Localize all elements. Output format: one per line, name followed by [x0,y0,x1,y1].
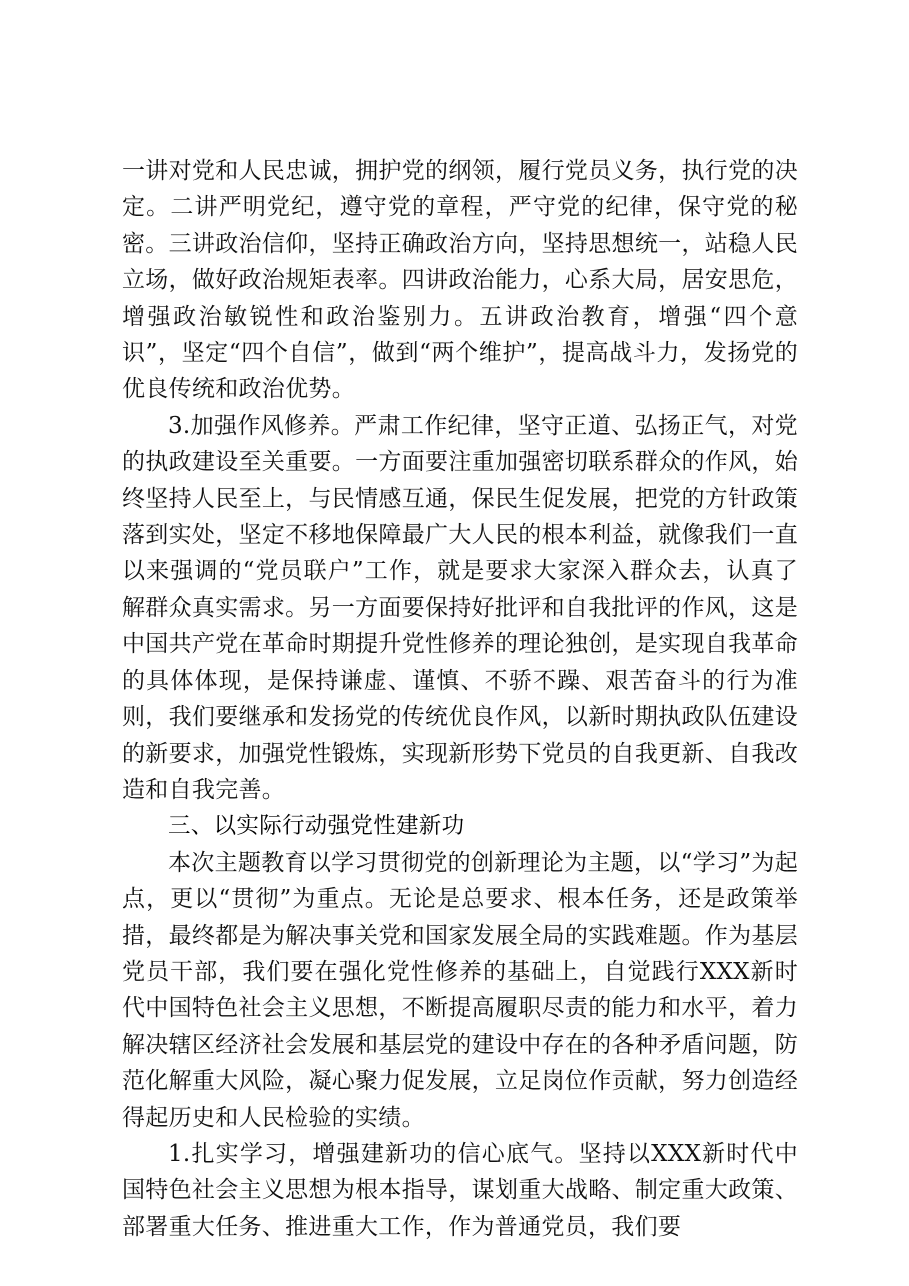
paragraph-loyalty-discipline: 一讲对党和人民忠诚，拥护党的纲领，履行党员义务，执行党的决定。二讲严明党纪，遵守党的章程，严守党的纪律，保守党的秘密。三讲政治信仰，坚持正确政治方向，坚持思想统一，站稳人民立场，做好政治规矩表率。四讲政治能力，心系大局，居安思危，增强政治敏锐性和政治鉴别力。五讲政治教育，增强“四个意识”，坚定“四个自信”，做到“两个维护”，提高战斗力，发扬党的优良传统和政治优势。 [122,158,798,403]
paragraph-solid-study: 1.扎实学习，增强建新功的信心底气。坚持以XXX新时代中国特色社会主义思想为根本指导，谋划重大战略、制定重大政策、部署重大任务、推进重大工作，作为普通党员，我们要 [122,1140,798,1240]
paragraph-theme-education: 本次主题教育以学习贯彻党的创新理论为主题，以“学习”为起点，更以“贯彻”为重点。无论是总要求、根本任务，还是政策举措，最终都是为解决事关党和国家发展全局的实践难题。作为基层党员干部，我们要在强化党性修养的基础上，自觉践行XXX新时代中国特色社会主义思想，不断提高履职尽责的能力和水平，着力解决辖区经济社会发展和基层党的建设中存在的各种矛盾问题，防范化解重大风险，凝心聚力促发展，立足岗位作贡献，努力创造经得起历史和人民检验的实绩。 [122,849,798,1131]
document-body [122,153,798,1245]
section-heading-three: 三、以实际行动强党性建新功 [168,813,465,840]
paragraph-work-style: 3.加强作风修养。严肃工作纪律，坚守正道、弘扬正气，对党的执政建设至关重要。一方面要注重加强密切联系群众的作风，始终坚持人民至上，与民情感互通，保民生促发展，把党的方针政策落到实处，坚定不移地保障最广大人民的根本利益，就像我们一直以来强调的“党员联户”工作，就是要求大家深入群众去，认真了解群众真实需求。另一方面要保持好批评和自我批评的作风，这是中国共产党在革命时期提升党性修养的理论独创，是实现自我革命的具体体现，是保持谦虚、谨慎、不骄不躁、艰苦奋斗的行为准则，我们要继承和发扬党的传统优良作风，以新时期执政队伍建设的新要求，加强党性锻炼，实现新形势下党员的自我更新、自我改造和自我完善。 [122,412,798,803]
